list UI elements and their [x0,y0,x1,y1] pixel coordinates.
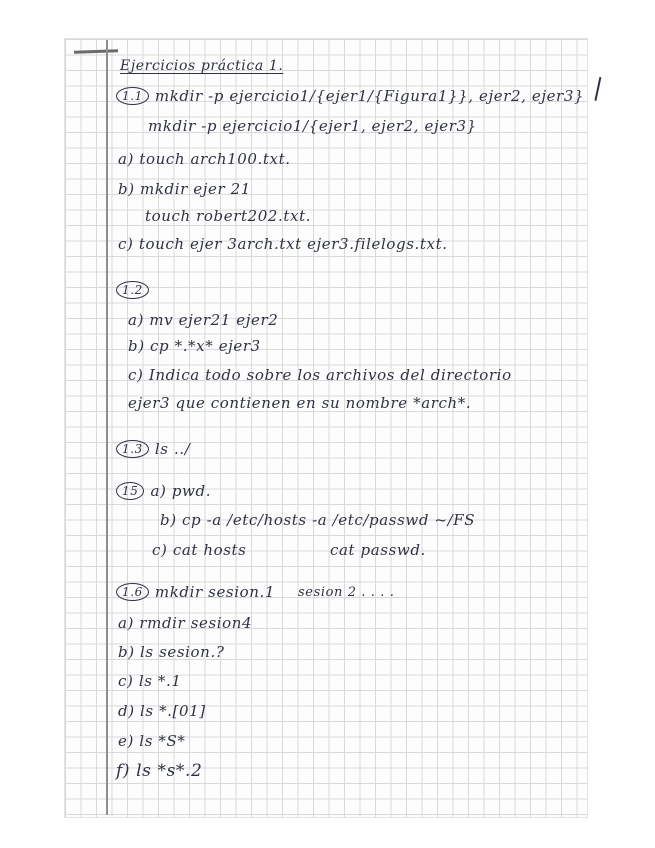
ex16-head: mkdir sesion.1 [154,583,276,601]
ex15-c1: c) cat hosts [152,541,247,559]
ex16-header [116,583,275,602]
ex16-d: d) ls *.[01] [118,702,206,720]
ex11-a: a) touch arch100.txt. [118,150,291,168]
ex11-number: 1.1 [116,87,149,105]
ex16-a: a) rmdir sesion4 [118,614,253,632]
page-title: Ejercicios práctica 1. [120,58,284,74]
ex15-b: b) cp -a /etc/hosts -a /etc/passwd ~/FS [160,511,476,529]
ex13-number: 1.3 [116,440,149,458]
ex13-line [116,440,190,459]
ex11-c: c) touch ejer 3arch.txt ejer3.filelogs.txt. [118,235,448,253]
ex11-b2: touch robert202.txt. [145,207,312,225]
ex12-c2: ejer3 que contienen en su nombre *arch*. [128,394,472,412]
ex11-b1: b) mkdir ejer 21 [118,180,251,198]
ex15-c2: cat passwd. [330,541,426,559]
ex12-a: a) mv ejer21 ejer2 [128,311,279,329]
ex16-c: c) ls *.1 [118,672,182,690]
ex16-b: b) ls sesion.? [118,643,225,661]
ex12-header [116,281,155,300]
ex11-line2: mkdir -p ejercicio1/{ejer1, ejer2, ejer3} [148,117,477,135]
ex16-f: f) ls *s*.2 [116,761,203,781]
margin-line [106,40,108,815]
ex12-number: 1.2 [116,281,149,299]
ex15-a: a) pwd. [150,482,212,500]
ex16-head2: sesion 2 . . . . [298,585,395,600]
ex15-number: 15 [116,482,144,500]
ex13-text: ls ../ [154,440,191,458]
ex12-b: b) cp *.*x* ejer3 [128,337,261,355]
ex16-number: 1.6 [116,583,149,601]
ex12-c1: c) Indica todo sobre los archivos del directorio [128,366,512,384]
ex15-line [116,482,211,501]
ex11-line1 [116,87,584,106]
ex11-line1-text: mkdir -p ejercicio1/{ejer1/{Figura1}}, ejer2, ejer3} [154,87,585,105]
ex16-e: e) ls *S* [118,732,186,750]
